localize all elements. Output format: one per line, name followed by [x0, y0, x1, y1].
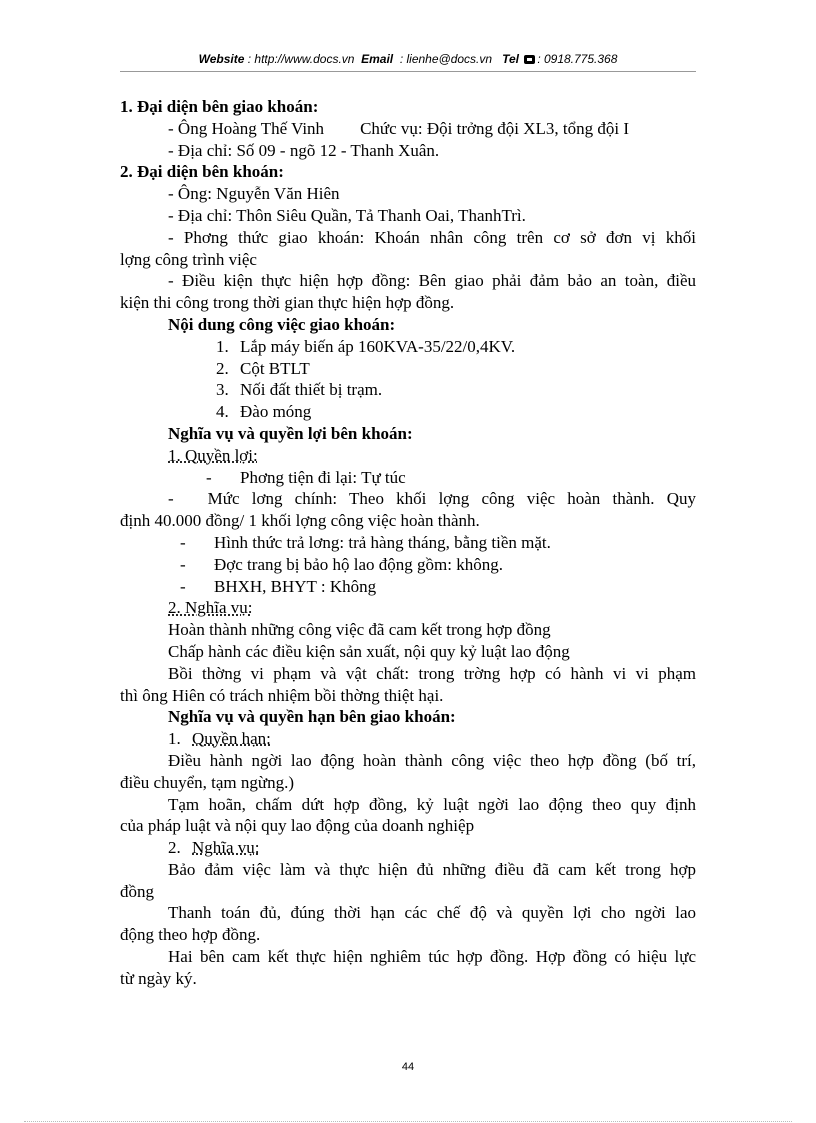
employer-right-2-line2: của pháp luật và nội quy lao động của doanh nghiệp — [120, 816, 475, 836]
page-number: 44 — [401, 1061, 415, 1073]
employer-duty-2-line1: Thanh toán đủ, đúng thời hạn các chế độ và quyền lợi cho ngời lao — [168, 903, 696, 923]
work-title: Nội dung công việc giao khoán: — [168, 314, 396, 334]
contractor-duties-heading: 2. Nghĩa vụ: — [168, 598, 253, 618]
contractor-insurance — [120, 576, 696, 598]
tel-value: : 0918.775.368 — [537, 52, 618, 66]
work-item-text: Cột BTLT — [240, 358, 310, 378]
contractor-equip-text: Đợc trang bị bảo hộ lao động gồm: không. — [214, 554, 503, 574]
work-item-text: Lắp máy biến áp 160KVA-35/22/0,4KV. — [240, 336, 516, 356]
work-item — [120, 401, 696, 423]
employer-rights-heading: Quyền hạn: — [192, 729, 271, 749]
closing-line2: từ ngày ký. — [120, 968, 197, 988]
work-item-num: 2. — [216, 358, 229, 378]
email-value: : lienhe@docs.vn — [399, 52, 493, 66]
contractor-insurance-text: BHXH, BHYT : Không — [214, 576, 377, 596]
section2-method-line2: lợng công trình việc — [120, 249, 257, 269]
section2-rep-name: - Ông: Nguyễn Văn Hiên — [168, 184, 340, 204]
employer-right-1-line2: điều chuyển, tạm ngừng.) — [120, 772, 294, 792]
work-item-num: 1. — [216, 336, 229, 356]
contractor-wage-line1 — [120, 488, 696, 510]
dash: - — [180, 554, 186, 574]
employer-rights-num: 1. — [168, 729, 181, 749]
contractor-transport — [120, 467, 696, 489]
contractor-duty-3-line2: thì ông Hiên có trách nhiệm bồi thờng thiệt hại. — [120, 685, 444, 705]
employer-duties-heading: Nghĩa vụ: — [192, 838, 260, 858]
phone-icon — [524, 55, 535, 64]
dash: - — [180, 576, 186, 596]
email-label: Email — [361, 52, 394, 66]
dash: - — [206, 467, 212, 487]
contractor-wage-text: Mức lơng chính: Theo khối lợng công việc hoàn thành. Quy — [207, 489, 696, 509]
contractor-duty-2: Chấp hành các điều kiện sản xuất, nội quy kỷ luật lao động — [168, 641, 570, 661]
contractor-title: Nghĩa vụ và quyền lợi bên khoán: — [168, 423, 413, 443]
work-item — [120, 336, 696, 358]
work-item-text: Đào móng — [240, 402, 312, 422]
contractor-transport-text: Phơng tiện đi lại: Tự túc — [240, 467, 406, 487]
section1-address: - Địa chỉ: Số 09 - ngõ 12 - Thanh Xuân. — [168, 140, 440, 160]
contractor-equip — [120, 554, 696, 576]
contractor-pay — [120, 532, 696, 554]
header-divider — [120, 71, 696, 72]
employer-title: Nghĩa vụ và quyền hạn bên giao khoán: — [168, 707, 456, 727]
dash: - — [168, 489, 174, 509]
tel-label: Tel — [502, 52, 519, 66]
employer-duties-num: 2. — [168, 838, 181, 858]
employer-duty-2-line2: động theo hợp đồng. — [120, 925, 261, 945]
section2-condition-line1: - Điều kiện thực hiện hợp đồng: Bên giao phải đảm bảo an toàn, điều — [168, 271, 696, 291]
employer-duty-1-line1: Bảo đảm việc làm và thực hiện đủ những điều đã cam kết trong hợp — [168, 859, 696, 879]
contractor-wage-line2: định 40.000 đồng/ 1 khối lợng công việc hoàn thành. — [120, 511, 480, 531]
section1-rep-name: - Ông Hoàng Thế Vinh — [168, 118, 325, 138]
contractor-rights-heading: 1. Quyền lợi: — [168, 445, 258, 465]
contractor-duty-3-line1: Bồi thờng vi phạm và vật chất: trong trờng hợp có hành vi vi phạm — [168, 663, 696, 683]
section1-rep-line — [120, 118, 696, 140]
work-item-num: 4. — [216, 402, 229, 422]
section2-condition-line2: kiện thi công trong thời gian thực hiện hợp đồng. — [120, 293, 455, 313]
employer-duty-1-line2: đồng — [120, 881, 154, 901]
employer-right-1-line1: Điều hành ngời lao động hoàn thành công việc theo hợp đồng (bố trí, — [168, 750, 696, 770]
work-item — [120, 379, 696, 401]
dash: - — [180, 532, 186, 552]
work-item — [120, 358, 696, 380]
employer-rights-heading-line — [120, 728, 696, 750]
website-label: Website — [198, 52, 245, 66]
section2-address: - Địa chỉ: Thôn Siêu Quần, Tả Thanh Oai, ThanhTrì. — [168, 205, 526, 225]
section2-title: 2. Đại diện bên khoán: — [120, 162, 284, 182]
contractor-duty-1: Hoàn thành những công việc đã cam kết trong hợp đồng — [168, 620, 551, 640]
section2-method-line1: - Phơng thức giao khoán: Khoán nhân công trên cơ sở đơn vị khối — [168, 227, 696, 247]
document-body — [120, 96, 696, 990]
bottom-divider — [24, 1121, 792, 1122]
contractor-pay-text: Hình thức trả lơng: trả hàng tháng, bằng tiền mặt. — [214, 532, 551, 552]
website-value: : http://www.docs.vn — [247, 52, 355, 66]
work-item-text: Nối đất thiết bị trạm. — [240, 380, 383, 400]
work-item-num: 3. — [216, 380, 229, 400]
page-header — [120, 52, 696, 66]
section1-title: 1. Đại diện bên giao khoán: — [120, 97, 319, 116]
closing-line1: Hai bên cam kết thực hiện nghiêm túc hợp đồng. Hợp đồng có hiệu lực — [168, 947, 696, 967]
employer-duties-heading-line — [120, 837, 696, 859]
employer-right-2-line1: Tạm hoãn, chấm dứt hợp đồng, kỷ luật ngời lao động theo quy định — [168, 794, 696, 814]
section1-rep-position: Chức vụ: Đội trởng đội XL3, tổng đội I — [360, 118, 629, 138]
